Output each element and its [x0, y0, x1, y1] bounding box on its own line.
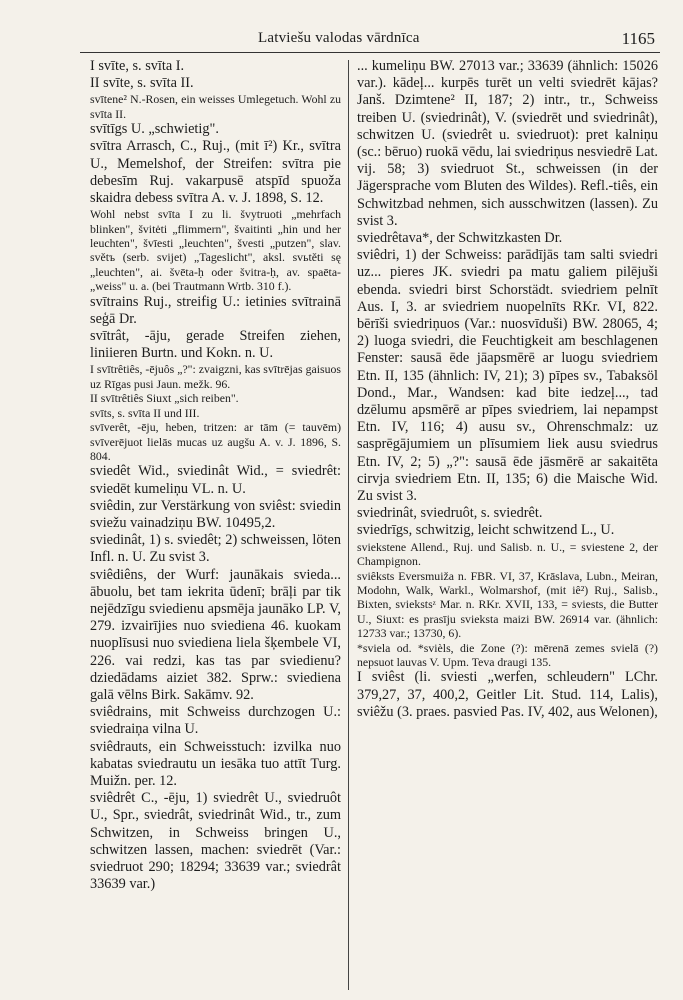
- dictionary-entry: sviedinât, 1) s. sviedêt; 2) schweissen, löten Infl. n. U. Zu svist 3.: [90, 532, 341, 566]
- dictionary-entry: svītīgs U. „schwietig".: [90, 121, 219, 138]
- dictionary-entry: II svītrêtiês Siuxt „sich reiben".: [90, 391, 239, 406]
- dictionary-entry: sviêdrains, mit Schweiss durchzogen U.: sviedraiņa vilna U.: [90, 704, 341, 738]
- dictionary-entry: sviêdrêt C., -ēju, 1) sviedrêt U., sviedruôt U., Spr., sviedrât, sviedrinât Wid., tr., zum Schwitzen, in Schweiss bringen U., schwitzen lassen, machen: sviedrēt (Var.: sviedruot 290; 18294; 33639 var.; sviedrât 33639 var.): [90, 790, 341, 893]
- dictionary-entry: svīverêt, -ēju, heben, tritzen: ar tām (= tauvēm) svīverējuot lielās mucas uz augšu A. v. J. 1896, S. 804.: [90, 420, 341, 463]
- dictionary-entry: *sviela od. *svièls, die Zone (?): mērenā zemes svielā (?) nepsuot lauvas V. Upm. Teva draugi 135.: [357, 640, 658, 669]
- dictionary-entry: sviedrêtava*, der Schwitzkasten Dr.: [357, 230, 563, 247]
- dictionary-entry: I svīte, s. svīta I.: [90, 58, 185, 74]
- page-number: 1165: [621, 29, 655, 48]
- page-header: [0, 0, 683, 60]
- dictionary-entry: ... kumeliņu BW. 27013 var.; 33639 (ähnlich: 15026 var.). kādeļ... kurpēs turēt un velti sviedrēt kājas? Janš. Dzimtene² II, 187; 2) intr., tr., Schweiss treiben U. (sviedrinât), V. (sviedrēt und sviedrinât), schwitzen U. (sviedrêt u. sviedruot): pret kalniņu (sc.: bēruo) ruokā vēdu, lai sviedriņus nesviedrē Lat. vij. 58; 3) sviedruot St., schweissen (in der Jägersprache vom Bluten des Wildes). Refl.-tiês, ein Schwitzbad nehmen, sich ausschwitzen (lassen). Zu svist 3.: [357, 58, 658, 229]
- dictionary-entry: svīts, s. svīta II und III.: [90, 405, 200, 420]
- dictionary-entry: Wohl nebst svīta I zu li. švytruoti „mehrfach blinken", švitėti „flimmern", švaitinti „hin und her leuchten", švīesti „leuchten", švesti „putzen", slav. světъ (serb. svijet) „Tageslicht", aksl. svьtěti sę „leuchten", ai. švēta-ḥ oder švitra-ḥ, av. spaēta- „weiss" u. a. (bei Trautmann Wrtb. 310 f.).: [90, 207, 341, 294]
- dictionary-entry: svītrains Ruj., streifig U.: ietinies svītrainā seģā Dr.: [90, 293, 341, 327]
- dictionary-entry: sviêdiêns, der Wurf: jaunākais svieda... ābuolu, bet tam iekrita ūdenī; brāļi par tik nejēdzīgu sviedienu apsmēja jaunāko LP. V, 279. izvairījies nuo sviediena 46. kuokam nuoplīsusi nuo sviediena liela šķembele VI, 226. vai redzi, kas tas par sviedienu? dziedādams aiziet 382. Sprw.: sviediena galā vēlns Birk. Sakāmv. 92.: [90, 566, 341, 703]
- dictionary-entry: sviedêt Wid., sviedinât Wid., = sviedrêt: sviedēt kumeliņu VL. n. U.: [90, 463, 341, 497]
- dictionary-entry: sviedrinât, sviedruôt, s. sviedrêt.: [357, 505, 543, 522]
- dictionary-entry: svītene² N.-Rosen, ein weisses Umlegetuch. Wohl zu svīta II.: [90, 92, 341, 121]
- dictionary-entry: sviêdri, 1) der Schweiss: parādījās tam salti sviedri uz... pieres JK. sviedri pa matu galiem pilējuši ebenda. sviedri birst Schorstädt. sviedriem pelnīt Aus. I, 3. ar sviedriem nuopelnīts RKr. VI, 822. bērīši sviedriņuos (Var.: nuosvīduši) BW. 28065, 4; 2) luoga sviedri, die Feuchtigkeit am beschlagenen Fenster: sausā ēde jāapsmērē ar luogu sviedriem Etn. II, 135 (ähnlich: IV, 21); 3) pīpes sv., Tabaksöl Dond., Mar., Wandsen: kad bite iedzeļ..., tad dzēlumu apsmērē ar pīpes sviedriem, lai nepampst Etn. IV, 116; 4) ausu sv., Ohrenschmalz: uz sasprēgājumiem un plīsumiem liek ausu sviedrus Etn. IV, 2; 5) „?": sausā ēde jāsmērē ar sakaitēta cirvja sviedriem Etn. II, 135; 6) die Maische Wid. Zu svist 3.: [357, 247, 658, 505]
- dictionary-entry: I svītrêtiês, -ējuôs „?": zvaigzni, kas svītrējas gaisuos uz Rīgas pusi Jaun. mežk. 96.: [90, 362, 341, 391]
- dictionary-entry: sviêksts Eversmuiža n. FBR. VI, 37, Krāslava, Lubn., Meiran, Modohn, Walk, Warkl., Wolmarshof, (mit iê²) Ruj., Salisb., Bixten, sviekstsᶻ Mar. n. RKr. XVII, 133, = sviests, die Butter U., Siuxt: es prasīju svieksta maizi BW. 26914 var. (ähnlich: 12733 var.; 13730, 6).: [357, 568, 658, 641]
- right-column: [357, 58, 658, 721]
- header-rule: [80, 52, 660, 53]
- dictionary-entry: sviedrīgs, schwitzig, leicht schwitzend L., U.: [357, 522, 615, 539]
- dictionary-entry: svītra Arrasch, C., Ruj., (mit ī²) Kr., svītra U., Memelshof, der Streifen: svītra pie debesīm Ruj. vakarpusē atspīd spuoža skaidra debess svītra A. v. J. 1898, S. 12.: [90, 138, 341, 207]
- column-divider: [348, 60, 349, 990]
- left-column: [90, 58, 341, 893]
- dictionary-entry: sviekstene Allend., Ruj. und Salisb. n. U., = sviestene 2, der Champignon.: [357, 539, 658, 569]
- dictionary-entry: svītrât, -āju, gerade Streifen ziehen, liniieren Burtn. und Kokn. n. U.: [90, 328, 341, 362]
- dictionary-entry: I sviêst (li. sviesti „werfen, schleudern" LChr. 379,27, 37, 400,2, Geitler Lit. Stud. 114, Lalis), sviêžu (3. praes. pasvied Pas. IV, 402, aus Welonen),: [357, 669, 658, 720]
- dictionary-entry: sviêdin, zur Verstärkung von sviêst: sviedin sviežu vainadziņu BW. 10495,2.: [90, 497, 341, 531]
- running-title: Latviešu valodas vārdnīca: [258, 30, 420, 46]
- dictionary-entry: II svīte, s. svīta II.: [90, 75, 194, 92]
- dictionary-entry: sviêdrauts, ein Schweisstuch: izvilka nuo kabatas sviedrautu un iesāka tuo attīt Turg. Muižn. per. 12.: [90, 738, 341, 789]
